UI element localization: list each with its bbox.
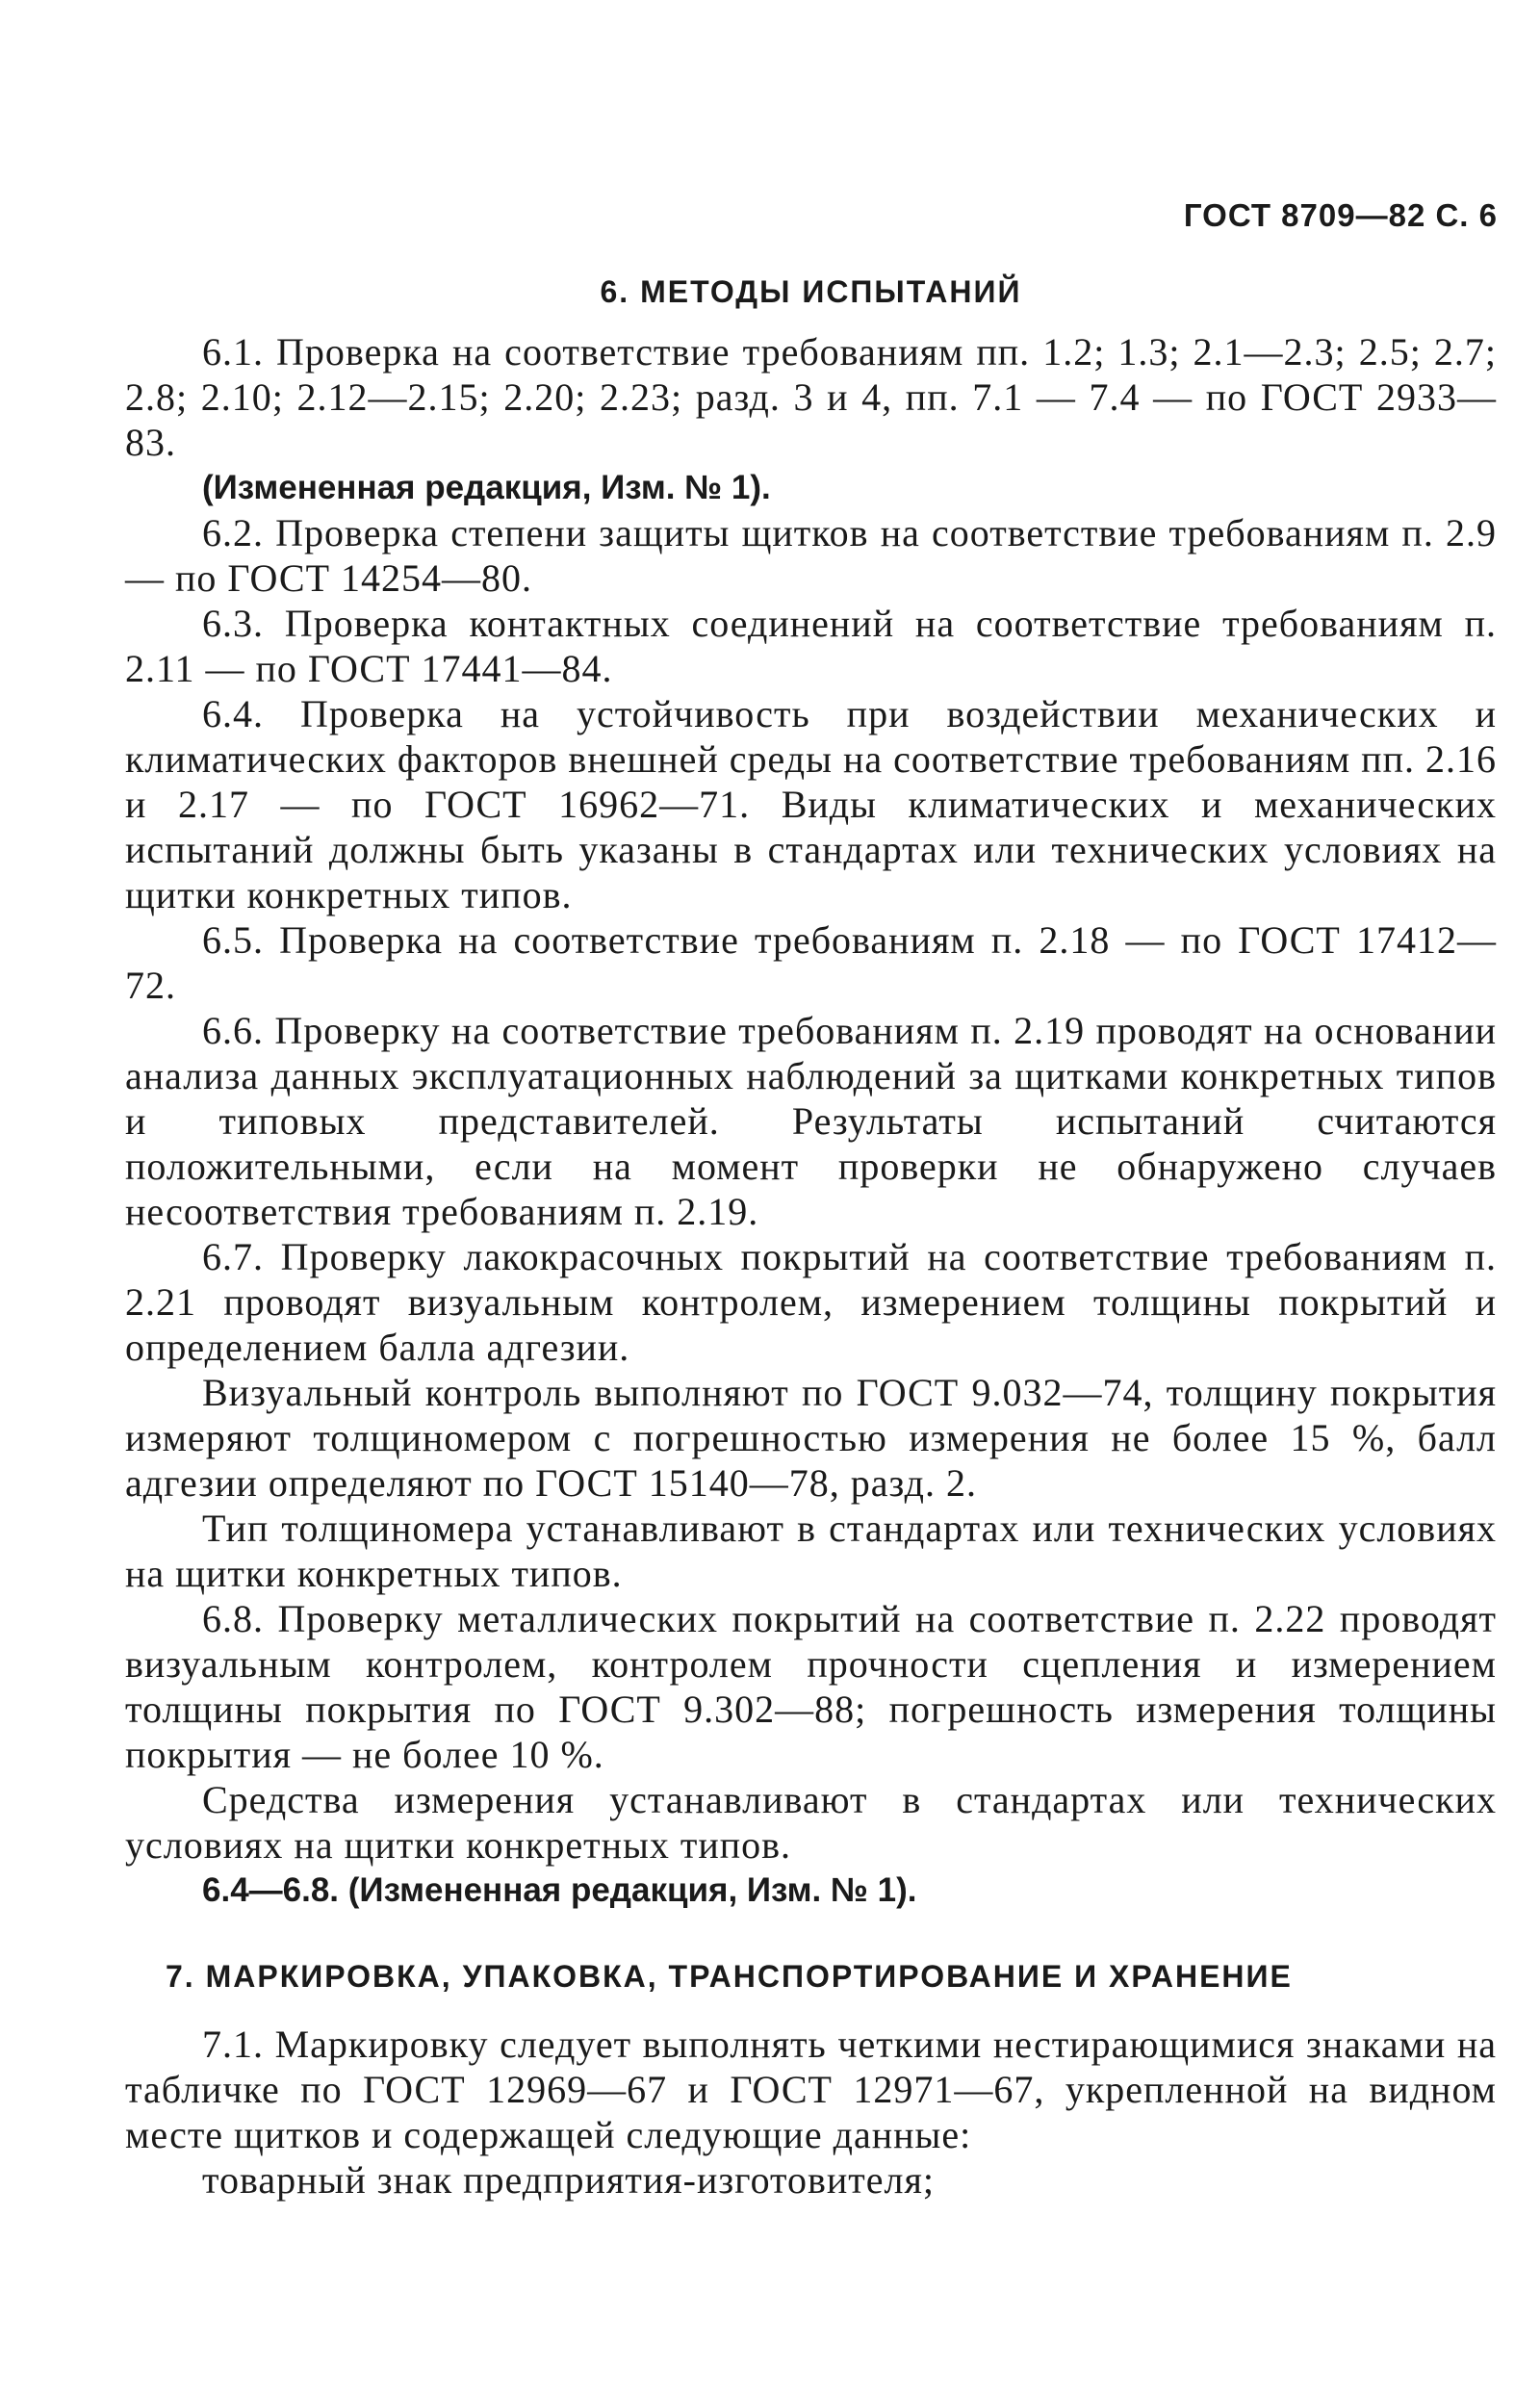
document-body [125,274,1497,2203]
section-7-title: 7. МАРКИРОВКА, УПАКОВКА, ТРАНСПОРТИРОВАНИЕ И ХРАНЕНИЕ [166,1959,1293,1994]
paragraph-6-1: 6.1. Проверка на соответствие требованиям пп. 1.2; 1.3; 2.1—2.3; 2.5; 2.7; 2.8; 2.10; 2.12—2.15; 2.20; 2.23; разд. 3 и 4, пп. 7.1 — 7.4 — по ГОСТ 2933—83. [125,330,1497,464]
paragraph-6-6: 6.6. Проверку на соответствие требованиям п. 2.19 проводят на основании анализа данных эксплуатационных наблюдений за щитками конкретных типов и типовых представителей. Результаты испытаний считаются положительными, если на момент проверки не обнаружено случаев несоответствия требованиям п. 2.19. [125,1009,1497,1233]
paragraph-6-8-measuring-tools: Средства измерения устанавливают в стандартах или технических условиях на щитки конкретных типов. [125,1778,1497,1867]
paragraph-6-7-thickness-gauge: Тип толщиномера устанавливают в стандартах или технических условиях на щитки конкретных типов. [125,1507,1497,1595]
paragraph-6-2: 6.2. Проверка степени защиты щитков на соответствие требованиям п. 2.9 — по ГОСТ 14254—80. [125,511,1497,600]
paragraph-6-7-visual-control: Визуальный контроль выполняют по ГОСТ 9.032—74, толщину покрытия измеряют толщиномером с погрешностью измерения не более 15 %, балл адгезии определяют по ГОСТ 15140—78, разд. 2. [125,1371,1497,1505]
paragraph-6-5: 6.5. Проверка на соответствие требованиям п. 2.18 — по ГОСТ 17412—72. [125,918,1497,1007]
amendment-note-2: 6.4—6.8. (Измененная редакция, Изм. № 1). [202,1871,917,1909]
list-item-trademark: товарный знак предприятия-изготовителя; [202,2158,935,2202]
paragraph-6-3: 6.3. Проверка контактных соединений на соответствие требованиям п. 2.11 — по ГОСТ 17441—84. [125,602,1497,690]
paragraph-6-4: 6.4. Проверка на устойчивость при воздействии механических и климатических факторов внешней среды на соответствие требованиям пп. 2.16 и 2.17 — по ГОСТ 16962—71. Виды климатических и механических испытаний должны быть указаны в стандартах или технических условиях на щитки конкретных типов. [125,692,1497,916]
paragraph-6-7: 6.7. Проверку лакокрасочных покрытий на соответствие требованиям п. 2.21 проводят визуальным контролем, измерением толщины покрытий и определением балла адгезии. [125,1235,1497,1369]
paragraph-7-1: 7.1. Маркировку следует выполнять четкими нестирающимися знаками на табличке по ГОСТ 12969—67 и ГОСТ 12971—67, укрепленной на видном месте щитков и содержащей следующие данные: [125,2023,1497,2156]
section-6-title: 6. МЕТОДЫ ИСПЫТАНИЙ [600,274,1022,309]
page-header: ГОСТ 8709—82 С. 6 [1183,197,1498,233]
paragraph-6-8: 6.8. Проверку металлических покрытий на соответствие п. 2.22 проводят визуальным контролем, контролем прочности сцепления и измерением толщины покрытия по ГОСТ 9.302—88; погрешность измерения толщины покрытия — не более 10 %. [125,1597,1497,1776]
amendment-note-1: (Измененная редакция, Изм. № 1). [202,469,771,506]
